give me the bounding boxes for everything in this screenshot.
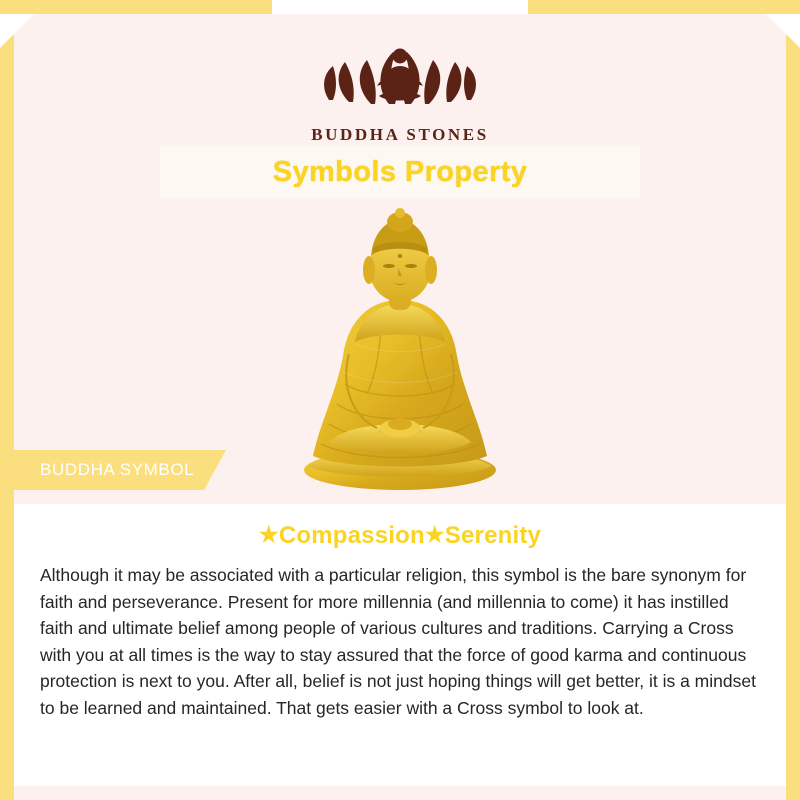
section-ribbon-label: BUDDHA SYMBOL [40, 460, 195, 479]
star-icon-right: ★ [424, 522, 445, 547]
frame-left-band [0, 0, 14, 800]
title-banner [160, 146, 640, 198]
poster-content [14, 14, 786, 786]
section-ribbon-tail [204, 450, 226, 490]
seated-buddha-statue-illustration [285, 204, 515, 496]
frame-corner-cut-left [0, 14, 34, 48]
subtitle-word-one: Compassion [278, 522, 425, 549]
frame-corner-cut-right [766, 14, 800, 48]
frame-right-band [786, 0, 800, 800]
frame-top-notch [272, 0, 528, 14]
brand-name: BUDDHA STONES [311, 125, 489, 144]
subtitle-word-two: Serenity [444, 522, 542, 549]
brand-logo [14, 26, 786, 145]
page-title: Symbols Property [272, 155, 528, 188]
panel-subtitle [14, 504, 786, 550]
star-icon-left: ★ [258, 522, 279, 547]
section-ribbon [14, 450, 226, 490]
lotus-meditation-icon [14, 26, 786, 123]
description-panel [14, 504, 786, 786]
panel-body-text: Although it may be associated with a particular religion, this symbol is the bare synonym for faith and perseverance. Present for more millennia (and millennia to come) it has instilled faith and ultimate belief among people of various cultures and traditions. Carrying a Cross with you at all times is the way to stay assured that the force of good karma and continuous protection is next to you. After all, belief is not just hoping things will get better, it is a mindset to be learned and maintained. That gets easier with a Cross symbol to look at. [40, 565, 756, 718]
section-ribbon-body [14, 450, 204, 490]
